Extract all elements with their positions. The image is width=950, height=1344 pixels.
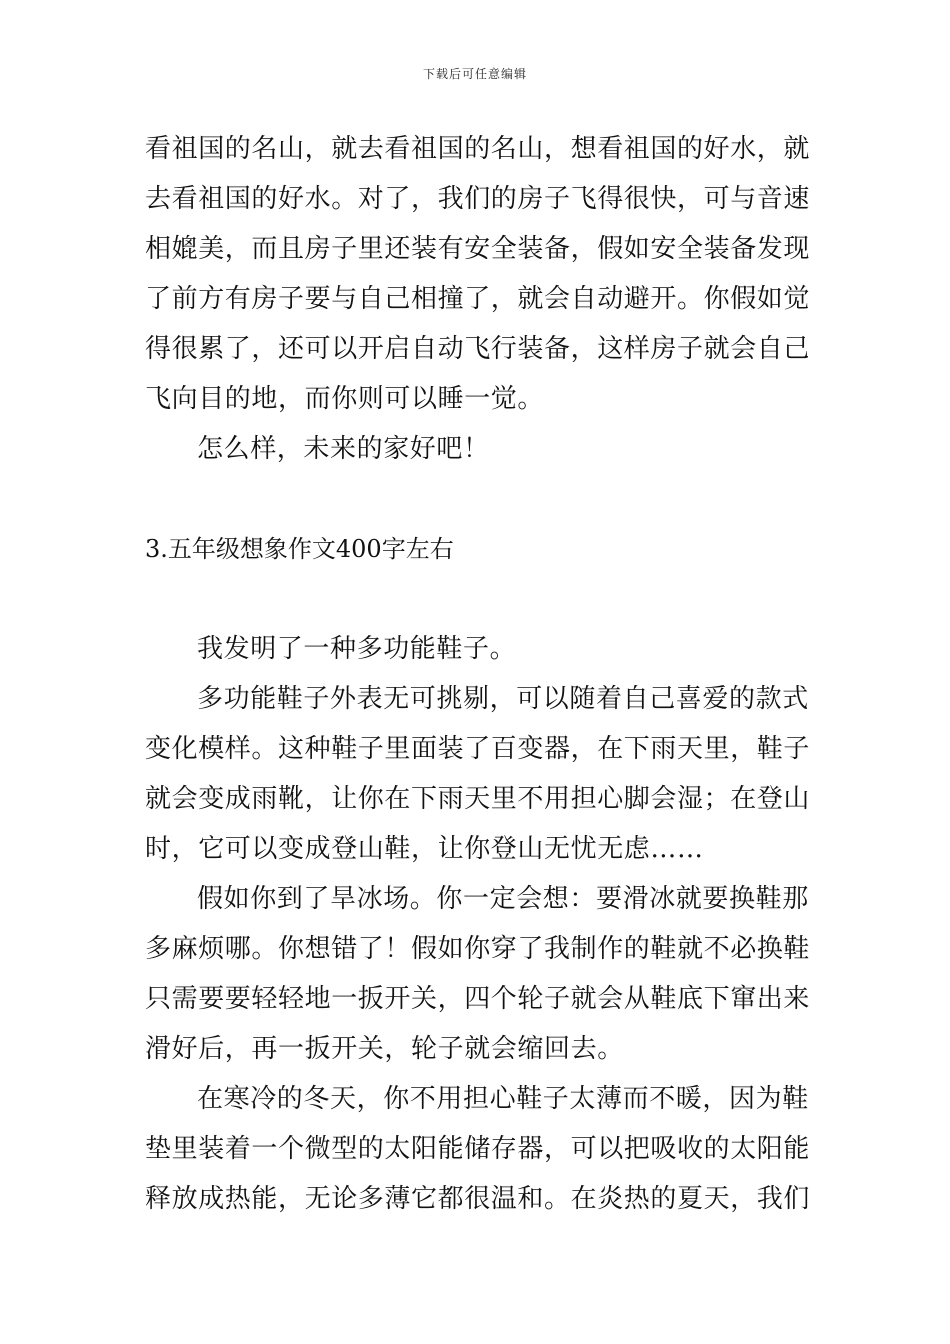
paragraph-1 — [145, 124, 809, 424]
paragraph-3 — [145, 624, 809, 674]
text-line: 了前方有房子要与自己相撞了，就会自动避开。你假如觉 — [145, 284, 811, 314]
paragraph-4 — [145, 674, 809, 874]
text-line: 在寒冷的冬天，你不用担心鞋子太薄而不暖，因为鞋 — [197, 1084, 809, 1114]
text-line: 释放成热能，无论多薄它都很温和。在炎热的夏天，我们 — [145, 1184, 811, 1214]
text-line: 时，它可以变成登山鞋，让你登山无忧无虑…… — [145, 834, 704, 864]
paragraph-5 — [145, 874, 809, 1074]
text-line: 飞向目的地，而你则可以睡一觉。 — [145, 384, 545, 414]
text-line: 就会变成雨靴，让你在下雨天里不用担心脚会湿；在登山 — [145, 784, 811, 814]
text-line: 得很累了，还可以开启自动飞行装备，这样房子就会自己 — [145, 334, 811, 364]
section-heading: 3.五年级想象作文400字左右 — [145, 535, 454, 563]
document-body — [145, 124, 809, 1224]
text-line: 我发明了一种多功能鞋子。 — [197, 634, 517, 664]
page-header: 下载后可任意编辑 — [422, 67, 527, 81]
paragraph-2 — [145, 424, 809, 474]
text-line: 多功能鞋子外表无可挑剔，可以随着自己喜爱的款式 — [197, 684, 809, 714]
text-line: 看祖国的名山，就去看祖国的名山，想看祖国的好水，就 — [145, 134, 811, 164]
blank-line — [145, 474, 809, 524]
text-line: 垫里装着一个微型的太阳能储存器，可以把吸收的太阳能 — [145, 1134, 811, 1164]
text-line: 怎么样，未来的家好吧！ — [197, 434, 490, 464]
text-line: 滑好后，再一扳开关，轮子就会缩回去。 — [145, 1034, 624, 1064]
text-line: 去看祖国的好水。对了，我们的房子飞得很快，可与音速 — [145, 184, 811, 214]
blank-line — [145, 574, 809, 624]
text-line: 只需要要轻轻地一扳开关，四个轮子就会从鞋底下窜出来 — [145, 984, 811, 1014]
text-line: 变化模样。这种鞋子里面装了百变器，在下雨天里，鞋子 — [145, 734, 811, 764]
text-line: 假如你到了旱冰场。你一定会想：要滑冰就要换鞋那 — [197, 884, 809, 914]
paragraph-6 — [145, 1074, 809, 1224]
text-line: 多麻烦哪。你想错了！假如你穿了我制作的鞋就不必换鞋 — [145, 934, 811, 964]
text-line: 相媲美，而且房子里还装有安全装备，假如安全装备发现 — [145, 234, 811, 264]
